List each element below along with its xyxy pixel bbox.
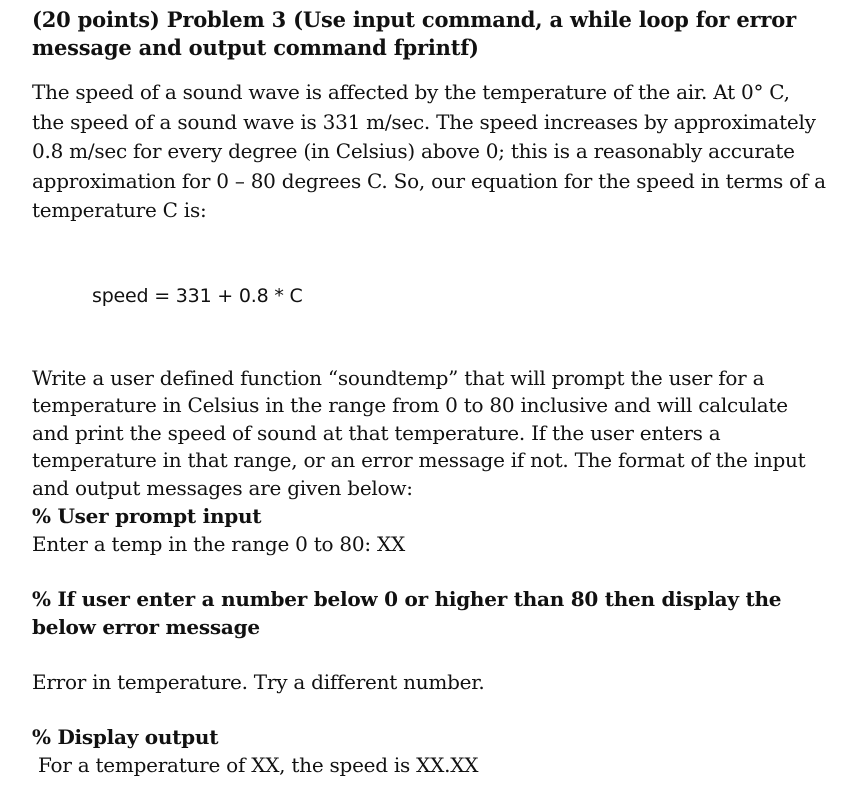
input-prompt-example: Enter a temp in the range 0 to 80: XX [32, 532, 405, 556]
error-message-example: Error in temperature. Try a different number. [32, 670, 485, 694]
problem-title: (20 points) Problem 3 (Use input command, a while loop for error message and output command fprintf) [32, 7, 796, 60]
output-section-heading: % Display output [32, 725, 219, 749]
task-paragraph: Write a user defined function “soundtemp” that will prompt the user for a temperature in Celsius in the range from 0 to 80 inclusive and will calculate and print the speed of sound at that temperature. If the user enters a temperature in that range, or an error message if not. The format of the input and output messages are given below: [32, 365, 806, 500]
input-section-heading: % User prompt input [32, 504, 262, 528]
error-section-heading: % If user enter a number below 0 or higher than 80 then display the below error message [32, 587, 782, 639]
intro-paragraph: The speed of a sound wave is affected by the temperature of the air. At 0° C, the speed of a sound wave is 331 m/sec. The speed increases by approximately 0.8 m/sec for every degree (in Celsius) above 0; this is a reasonably accurate approximation for 0 – 80 degrees C. So, our equation for the speed in terms of a temperature C is: [32, 80, 826, 222]
speed-equation: speed = 331 + 0.8 * C [92, 284, 303, 307]
output-message-example: For a temperature of XX, the speed is XX.XX [38, 753, 479, 777]
problem-document [32, 0, 827, 779]
